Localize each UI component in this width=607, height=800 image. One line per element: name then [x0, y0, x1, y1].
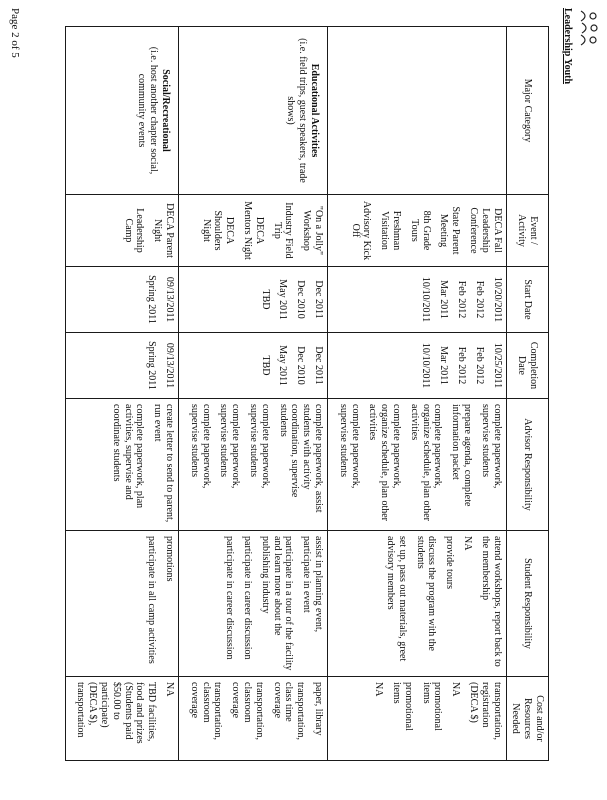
advisor-text: complete paperwork, plan activities, supervise and coordinate students — [110, 404, 146, 509]
advisor-text: complete paperwork, assist students with activity coordination, supervise students — [277, 404, 325, 513]
cost-text: transportation, classroom coverage — [188, 682, 224, 741]
table-row — [65, 27, 178, 761]
completion-date-cell — [65, 333, 178, 399]
table-row — [179, 27, 328, 761]
header-event-activity: Event / Activity — [506, 195, 548, 267]
advisor-text: complete paperwork, supervise students — [479, 404, 503, 489]
completion-date: Spring 2011 — [146, 341, 158, 390]
cost-text: NA — [164, 682, 176, 697]
start-date: Spring 2011 — [146, 275, 158, 324]
advisor-text: complete paperwork, organize schedule, plan other activities — [408, 404, 444, 521]
category-cell-continued — [328, 27, 507, 195]
event-name: DECA Parent Night — [152, 203, 176, 258]
cost-text: promotional items — [420, 682, 444, 731]
completion-date: 09/13/2011 — [164, 342, 176, 389]
event-name: Advisory Kick Off — [349, 200, 373, 261]
completion-date: 10/10/2011 — [420, 342, 432, 389]
advisor-cell — [65, 399, 178, 531]
start-date: TBD — [259, 289, 271, 310]
start-date: 10/20/2011 — [491, 276, 503, 323]
start-date: Feb 2012 — [456, 280, 468, 319]
completion-date: TBD — [259, 355, 271, 376]
cost-text: transportation, registration (DECA $) — [468, 682, 503, 741]
cost-text: TBD facilities, food and prizes (Students paid $50.00 to participate) (DECA $), transportation — [75, 682, 158, 744]
student-text: assist in planning event, participate in event — [301, 536, 325, 633]
category-subtitle: (i.e. field trips, guest speakers, trade shows) — [285, 38, 309, 183]
category-cell-social — [65, 27, 178, 195]
student-text: participate in a tour of the facility and learn more about the publishing industry — [259, 536, 295, 671]
header-completion-date: Completion Date — [506, 333, 548, 399]
advisor-cell — [328, 399, 507, 531]
event-name: Freshman Visitation — [379, 210, 403, 251]
page-number: Page 2 of 5 — [9, 8, 21, 58]
event-name: DECA Mentors Night — [242, 201, 265, 260]
category-title: Social/Recreational — [160, 69, 172, 152]
start-date-cell — [328, 267, 507, 333]
student-text: participate in career discussion — [224, 536, 236, 660]
student-cell — [65, 531, 178, 677]
header-student-responsibility: Student Responsibility — [506, 531, 548, 677]
student-text: attend workshops, report back to the membership — [479, 536, 503, 667]
event-name: DECA Fall Leadership Conference — [468, 207, 503, 254]
logo-text: Leadership Youth — [562, 8, 573, 85]
event-name: DECA Shoulders Night — [200, 210, 236, 251]
header-major-category: Major Category — [506, 27, 548, 195]
student-text: participate in all camp activities — [146, 536, 158, 664]
start-date: Dec 2010 — [295, 280, 307, 319]
student-cell — [179, 531, 328, 677]
cost-text: NA — [373, 682, 385, 697]
completion-date: Dec 2011 — [313, 346, 325, 385]
cost-cell — [328, 677, 507, 761]
start-date-cell — [179, 267, 328, 333]
category-title: Educational Activities — [309, 63, 321, 158]
event-name: 8th Grade Tours — [408, 210, 432, 251]
event-cell — [328, 195, 507, 267]
advisor-text: create letter to send to parent, run event — [152, 404, 176, 523]
completion-date: Dec 2010 — [295, 346, 307, 385]
cost-text: promotional items — [391, 682, 414, 731]
start-date: 09/13/2011 — [164, 276, 176, 323]
start-date-cell — [65, 267, 178, 333]
table-row — [328, 27, 507, 761]
event-cell — [179, 195, 328, 267]
cost-text: transportation, classroom coverage — [230, 682, 265, 741]
student-text: set up, pass out materials, greet advisory members — [385, 536, 408, 662]
cost-cell — [65, 677, 178, 761]
event-name: Industry Field Trip — [271, 202, 295, 259]
completion-date: Feb 2012 — [473, 346, 485, 385]
table-header-row — [506, 27, 548, 761]
start-date: Feb 2012 — [473, 280, 485, 319]
completion-date: May 2011 — [277, 345, 289, 386]
completion-date: Mar 2011 — [438, 346, 450, 385]
start-date: Mar 2011 — [438, 280, 450, 319]
people-cluster-icon — [575, 8, 599, 48]
student-text: participate in career discussion — [242, 536, 254, 660]
student-cell — [328, 531, 507, 677]
start-date: 10/10/2011 — [420, 276, 432, 323]
header-start-date: Start Date — [506, 267, 548, 333]
start-date: Dec 2011 — [313, 280, 325, 319]
event-cell — [65, 195, 178, 267]
advisor-cell — [179, 399, 328, 531]
event-name: Leadership Camp — [122, 208, 146, 253]
category-subtitle: (i.e. host another chapter social, community events — [136, 46, 160, 175]
header-advisor-responsibility: Advisor Responsibility — [506, 399, 548, 531]
category-cell-educational — [179, 27, 328, 195]
cost-text: paper, library — [313, 682, 325, 736]
logo — [555, 8, 599, 85]
cost-cell — [179, 677, 328, 761]
event-name: State Parent Meeting — [438, 206, 462, 255]
advisor-text: complete paperwork, organize schedule, plan other activities — [367, 404, 403, 521]
student-text: promotions — [164, 536, 176, 582]
advisor-text: complete paperwork, supervise students — [337, 404, 361, 489]
student-text: NA — [462, 536, 474, 551]
advisor-text: prepare agenda, complete information packet — [450, 404, 474, 507]
advisor-text: complete paperwork, supervise students — [188, 404, 212, 489]
completion-date-cell — [179, 333, 328, 399]
advisor-text: complete paperwork, supervise students — [248, 404, 271, 489]
completion-date-cell — [328, 333, 507, 399]
completion-date: Feb 2012 — [456, 346, 468, 385]
student-text: discuss the program with the students — [414, 536, 438, 651]
activity-table — [65, 26, 549, 761]
cost-text: transportation, class time coverage — [271, 682, 307, 741]
header-cost-resources: Cost and/or Resources Needed — [506, 677, 548, 761]
event-name: "On a Jolly" Workshop — [301, 205, 325, 256]
cost-text: NA — [450, 682, 462, 697]
advisor-text: complete paperwork, supervise students — [218, 404, 242, 489]
completion-date: 10/25/2011 — [491, 342, 503, 389]
student-text: provide tours — [444, 536, 456, 590]
start-date: May 2011 — [277, 279, 289, 320]
